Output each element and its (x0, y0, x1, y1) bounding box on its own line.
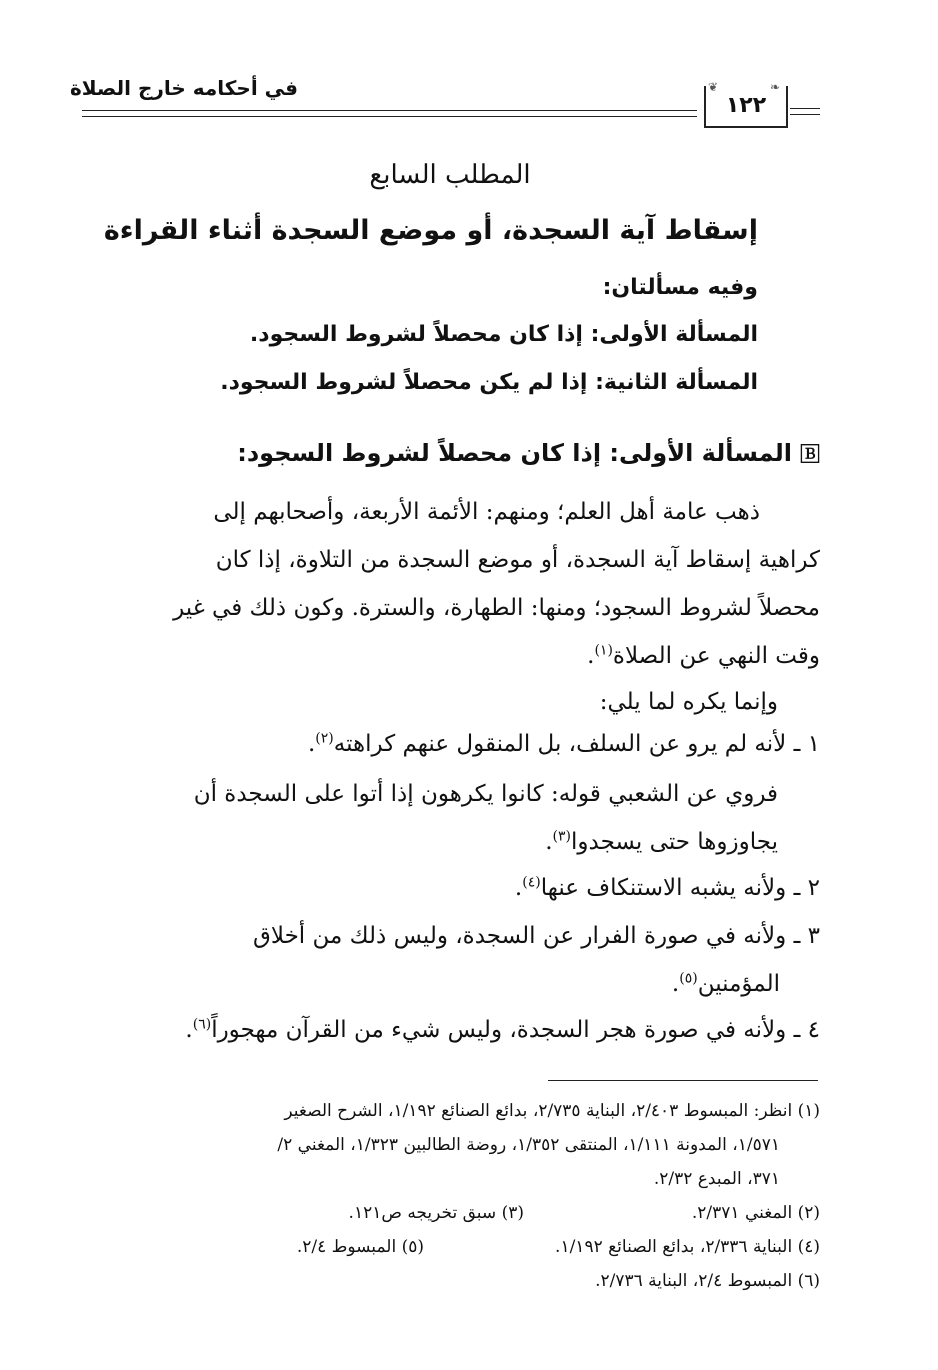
intro-line: وفيه مسألتان: (602, 275, 758, 300)
footnote-row (80, 1196, 820, 1230)
footnotes (80, 1094, 820, 1298)
text-line: ذهب عامة أهل العلم؛ ومنهم: الأئمة الأربعة، وأصحابهم إلى (213, 499, 760, 525)
section-label: المطلب السابع (369, 160, 531, 190)
text-segment: المؤمنين (697, 971, 780, 997)
footnote: (٢) المغني ٢/٣٧١. (691, 1203, 820, 1223)
list-item (80, 912, 820, 1008)
punctuation: . (185, 1017, 193, 1043)
footnote: (٣) سبق تخريجه ص١٢١. (348, 1203, 524, 1223)
punctuation: . (671, 971, 680, 997)
text-line: محصلاً لشروط السجود؛ ومنها: الطهارة، والسترة. وكون ذلك في غير (173, 595, 820, 621)
issue-heading-text: المسألة الأولى: إذا كان محصلاً لشروط السجود: (237, 439, 792, 467)
header-rule-right (790, 114, 820, 115)
footnote-mark: (٣) (552, 828, 571, 845)
footnote-divider (548, 1080, 818, 1081)
footnote-mark: (٦) (192, 1016, 212, 1033)
header-rule-right (790, 108, 820, 109)
footnote: (٥) المبسوط ٢/٤. (296, 1237, 424, 1257)
list-item-text: ٢ ـ ولأنه يشبه الاستنكاف عنها (540, 875, 820, 901)
text-line: ٣ ـ ولأنه في صورة الفرار عن السجدة، وليس ذلك من أخلاق (253, 923, 820, 949)
section-title: إسقاط آية السجدة، أو موضع السجدة أثناء القراءة (103, 215, 758, 246)
intro-line: المسألة الثانية: إذا لم يكن محصلاً لشروط السجود. (220, 370, 758, 395)
text-segment: يجاوزوها حتى يسجدوا (571, 829, 778, 855)
header-rule (82, 116, 697, 117)
footnote-line: (١) انظر: المبسوط ٢/٤٠٣، البناية ٢/٧٣٥، بدائع الصنائع ١/١٩٢، الشرح الصغير (284, 1101, 820, 1121)
text-line: فروي عن الشعبي قوله: كانوا يكرهون إذا أتوا على السجدة أن (193, 781, 778, 807)
footnote-line: (٦) المبسوط ٢/٤، البناية ٢/٧٣٦. (595, 1271, 820, 1291)
punctuation: . (545, 829, 553, 855)
list-item (80, 864, 820, 912)
text-line (80, 818, 778, 866)
page-number-box (704, 86, 788, 128)
footnote-mark: (٤) (522, 874, 541, 891)
text-line: كراهية إسقاط آية السجدة، أو موضع السجدة من التلاوة، إذا كان (215, 547, 820, 573)
floral-ornament-icon: ❦ (708, 80, 719, 94)
footnote-row (80, 1230, 820, 1264)
text-line (80, 960, 820, 1008)
body-paragraph (80, 488, 820, 680)
intro-line: المسألة الأولى: إذا كان محصلاً لشروط السجود. (249, 322, 758, 347)
list-item (80, 720, 820, 768)
bullet-c-icon: 🄱 (800, 442, 820, 466)
running-title: في أحكامه خارج الصلاة (69, 76, 298, 100)
list-item-text: ٤ ـ ولأنه في صورة هجر السجدة، وليس شيء من القرآن مهجوراً (211, 1017, 820, 1043)
footnote: (٤) البناية ٢/٣٣٦، بدائع الصنائع ١/١٩٢. (555, 1237, 820, 1257)
issue-heading (120, 438, 820, 467)
footnote-mark: (٥) (679, 970, 698, 987)
punctuation: . (514, 875, 523, 901)
footnote-mark: (١) (594, 642, 613, 659)
footnote-mark: (٢) (315, 730, 334, 747)
punctuation: . (587, 643, 595, 669)
punctuation: . (307, 731, 316, 757)
text-segment: وقت النهي عن الصلاة (612, 643, 820, 669)
list-item (80, 1006, 820, 1054)
footnote-line: ٣٧١، المبدع ٢/٣٢. (653, 1169, 780, 1189)
page-number: ١٢٢ (725, 93, 767, 118)
header-rule (82, 110, 697, 111)
list-item-text: ١ ـ لأنه لم يرو عن السلف، بل المنقول عنهم كراهته (333, 731, 820, 757)
footnote-line: ١/٥٧١، المدونة ١/١١١، المنتقى ١/٣٥٢، روضة الطالبين ١/٣٢٣، المغني ٢/ (277, 1135, 780, 1155)
body-paragraph: وإنما يكره لما يلي: (599, 689, 778, 715)
floral-ornament-icon: ❧ (770, 80, 781, 94)
text-line (80, 632, 820, 680)
quote-paragraph (80, 770, 778, 866)
